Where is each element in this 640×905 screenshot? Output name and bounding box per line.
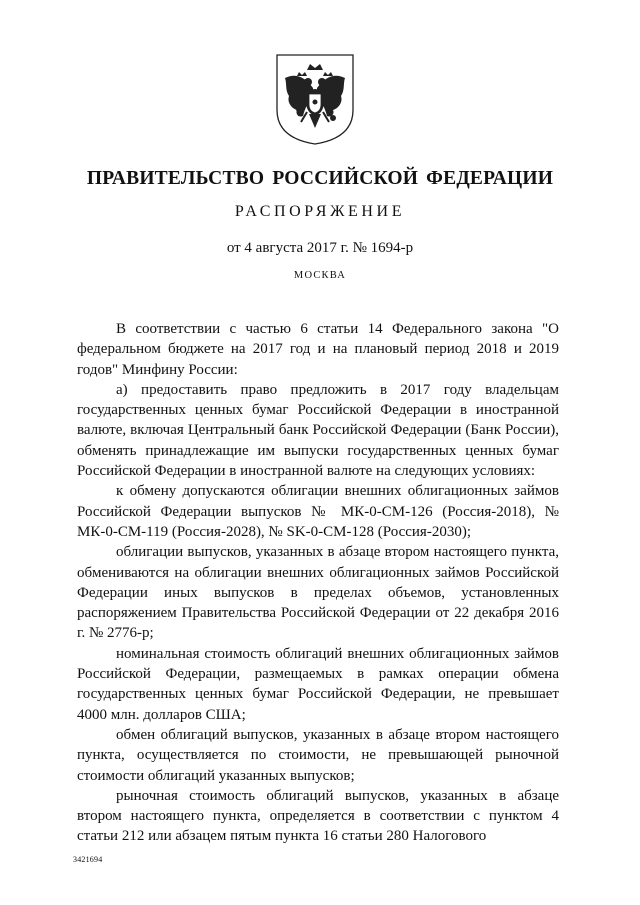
paragraph: обмен облигаций выпусков, указанных в абзаце втором настоящего пункта, осуществляется по стоимости, не превышающей рыночной стоимости облигаций указанных выпусков; [77,726,559,784]
paragraph: к обмену допускаются облигации внешних облигационных займов Российской Федерации выпусков № МК-0-СМ-126 (Россия-2018), № МК-0-СМ-119 (Россия-2028), № SK-0-CM-128 (Россия-2030); [77,483,559,540]
government-title: ПРАВИТЕЛЬСТВО РОССИЙСКОЙ ФЕДЕРАЦИИ [86,168,554,189]
paragraph: облигации выпусков, указанных в абзаце втором настоящего пункта, обмениваются на облигации внешних облигационных займов Российской Федерации иных выпусков в пределах объемов, установленных распоряжением Правительства Российской Федерации от 22 декабря 2016 г. № 2776-р; [77,544,559,642]
russian-coat-of-arms-icon [273,52,357,146]
paragraph: номинальная стоимость облигаций внешних облигационных займов Российской Федерации, размещаемых в рамках операции обмена государственных ценных бумаг Российской Федерации, не превышает 4000 млн. долларов США; [77,645,559,723]
document-city: МОСКВА [293,270,347,281]
document-body [77,319,559,847]
paragraph: В соответствии с частью 6 статьи 14 Федерального закона "О федеральном бюджете на 2017 год и на плановый период 2018 и 2019 годов" Минфину России: [77,321,559,378]
paragraph: а) предоставить право предложить в 2017 году владельцам государственных ценных бумаг Российской Федерации в иностранной валюте, включая Центральный банк Российской Федерации (Банк России), обменять принадлежащие им выпуски государственных ценных бумаг Российской Федерации в иностранной валюте на следующих условиях: [77,381,559,480]
document-date-number: от 4 августа 2017 г. № 1694-р [226,240,414,256]
footer-document-code: 3421694 [73,855,103,864]
document-type: РАСПОРЯЖЕНИЕ [234,203,406,220]
paragraph: рыночная стоимость облигаций выпусков, указанных в абзаце втором настоящего пункта, определяется в соответствии с пунктом 4 статьи 212 или абзацем пятым пункта 16 статьи 280 Налогового [77,787,559,845]
